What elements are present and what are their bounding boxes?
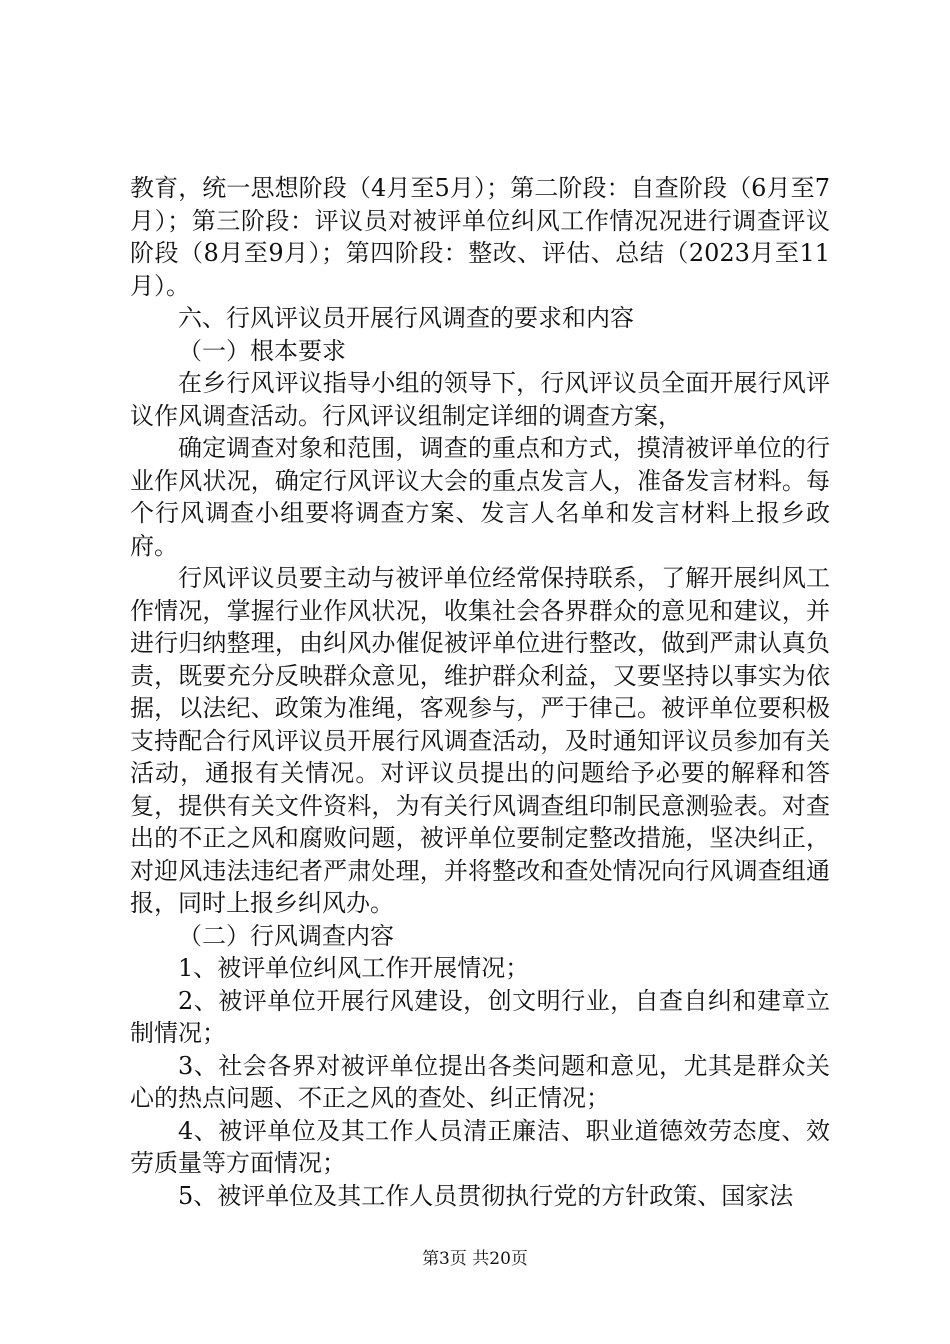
paragraph: 教育，统一思想阶段（4月至5月）；第二阶段：自查阶段（6月至7月）；第三阶段：评议员对被评单位纠风工作情况况进行调查评议阶段（8月至9月）；第四阶段：整改、评估、总结（2023月至11月）。	[130, 174, 830, 300]
subsection-heading: （一）根本要求	[178, 336, 346, 365]
list-item: 3、社会各界对被评单位提出各类问题和意见，尤其是群众关心的热点问题、不正之风的查处、纠正情况；	[130, 1051, 830, 1112]
paragraph: 确定调查对象和范围，调查的重点和方式，摸清被评单位的行业作风状况，确定行风评议大会的重点发言人，准备发言材料。每个行风调查小组要将调查方案、发言人名单和发言材料上报乡政府。	[130, 434, 830, 560]
subsection-heading: （二）行风调查内容	[178, 921, 394, 950]
list-item: 5、被评单位及其工作人员贯彻执行党的方针政策、国家法	[178, 1181, 794, 1210]
list-item: 4、被评单位及其工作人员清正廉洁、职业道德效劳态度、效劳质量等方面情况；	[130, 1116, 830, 1177]
list-item: 1、被评单位纠风工作开展情况；	[178, 954, 530, 982]
page-number-footer: 第3页 共20页	[422, 1249, 528, 1269]
section-heading: 六、行风评议员开展行风调查的要求和内容	[178, 304, 634, 332]
paragraph: 行风评议员要主动与被评单位经常保持联系，了解开展纠风工作情况，掌握行业作风状况，收集社会各界群众的意见和建议，并进行归纳整理，由纠风办催促被评单位进行整改，做到严肃认真负责，既要充分反映群众意见，维护群众利益，又要坚持以事实为依据，以法纪、政策为准绳，客观参与，严于律己。被评单位要积极支持配合行风评议员开展行风调查活动，及时通知评议员参加有关活动，通报有关情况。对评议员提出的问题给予必要的解释和答复，提供有关文件资料，为有关行风调查组印制民意测验表。对查出的不正之风和腐败问题，被评单位要制定整改措施，坚决纠正，对迎风违法违纪者严肃处理，并将整改和查处情况向行风调查组通报，同时上报乡纠风办。	[130, 564, 830, 917]
paragraph: 在乡行风评议指导小组的领导下，行风评议员全面开展行风评议作风调查活动。行风评议组制定详细的调查方案，	[130, 369, 830, 430]
list-item: 2、被评单位开展行风建设，创文明行业，自查自纠和建章立制情况；	[130, 986, 830, 1047]
document-body	[130, 172, 830, 1212]
